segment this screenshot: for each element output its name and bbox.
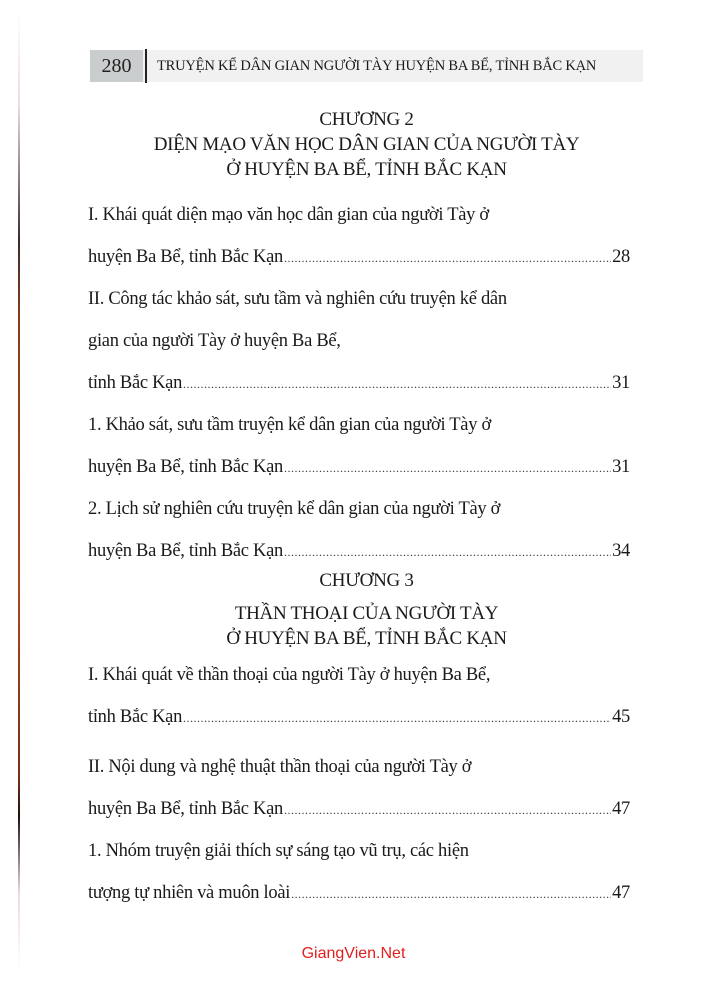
toc-entry-text: tượng tự nhiên và muôn loài [88,883,291,903]
chapter-title-line: Ở HUYỆN BA BỂ, TỈNH BẮC KẠN [226,628,507,649]
toc-entry-text: II. Nội dung và nghệ thuật thần thoại của người Tày ở [88,757,472,777]
toc-entry-text: huyện Ba Bể, tỉnh Bắc Kạn [88,247,283,267]
running-title: TRUYỆN KỂ DÂN GIAN NGƯỜI TÀY HUYỆN BA BỂ, TỈNH BẮC KẠN [157,57,597,74]
chapter-title-line: Ở HUYỆN BA BỂ, TỈNH BẮC KẠN [226,159,507,180]
chapter-2-heading [90,107,643,182]
toc-page-number: 45 [612,707,630,727]
toc-entry-text: 2. Lịch sử nghiên cứu truyện kể dân gian của người Tày ở [88,499,501,519]
page-edge-shadow [18,10,20,970]
toc-entry-text: 1. Khảo sát, sưu tầm truyện kể dân gian của người Tày ở [88,415,491,435]
header-divider [145,49,147,83]
toc-entry-text: huyện Ba Bể, tỉnh Bắc Kạn [88,799,283,819]
toc-entry[interactable] [88,415,630,499]
dot-leader [284,251,611,266]
toc-entry-text: 1. Nhóm truyện giải thích sự sáng tạo vũ trụ, các hiện [88,841,469,861]
toc-page-number: 28 [612,247,630,267]
toc-entry-text: tỉnh Bắc Kạn [88,373,183,393]
chapter-3-heading [90,568,643,651]
toc-entry-text: tỉnh Bắc Kạn [88,707,183,727]
toc-entry[interactable] [88,665,630,749]
toc-entry-text: huyện Ba Bể, tỉnh Bắc Kạn [88,541,283,561]
dot-leader [183,377,611,392]
chapter-title-line: THẦN THOẠI CỦA NGƯỜI TÀY [234,603,499,624]
chapter-number: CHƯƠNG 2 [319,109,414,130]
running-header [90,50,643,82]
toc-page-number: 31 [612,457,630,477]
toc-entry[interactable] [88,757,630,841]
toc-page-number: 47 [612,883,630,903]
toc-entry-text: huyện Ba Bể, tỉnh Bắc Kạn [88,457,283,477]
dot-leader [291,887,611,902]
dot-leader [284,803,611,818]
toc-entry-text: II. Công tác khảo sát, sưu tầm và nghiên cứu truyện kể dân [88,289,507,309]
dot-leader [183,711,611,726]
page-number: 280 [90,50,143,82]
toc-page-number: 31 [612,373,630,393]
toc-page-number: 34 [612,541,630,561]
dot-leader [284,461,611,476]
watermark: GiangVien.Net [301,945,406,962]
toc-entry-text: I. Khái quát diện mạo văn học dân gian của người Tày ở [88,205,489,225]
toc-page-number: 47 [612,799,630,819]
chapter-title-line: DIỆN MẠO VĂN HỌC DÂN GIAN CỦA NGƯỜI TÀY [153,134,580,155]
toc-entry-text: gian của người Tày ở huyện Ba Bể, [88,331,341,351]
dot-leader [284,545,611,560]
chapter-number: CHƯƠNG 3 [319,570,414,591]
toc-entry[interactable] [88,289,630,415]
toc-entry[interactable] [88,841,630,925]
toc-entry-text: I. Khái quát về thần thoại của người Tày ở huyện Ba Bể, [88,665,491,685]
toc-entry[interactable] [88,205,630,289]
